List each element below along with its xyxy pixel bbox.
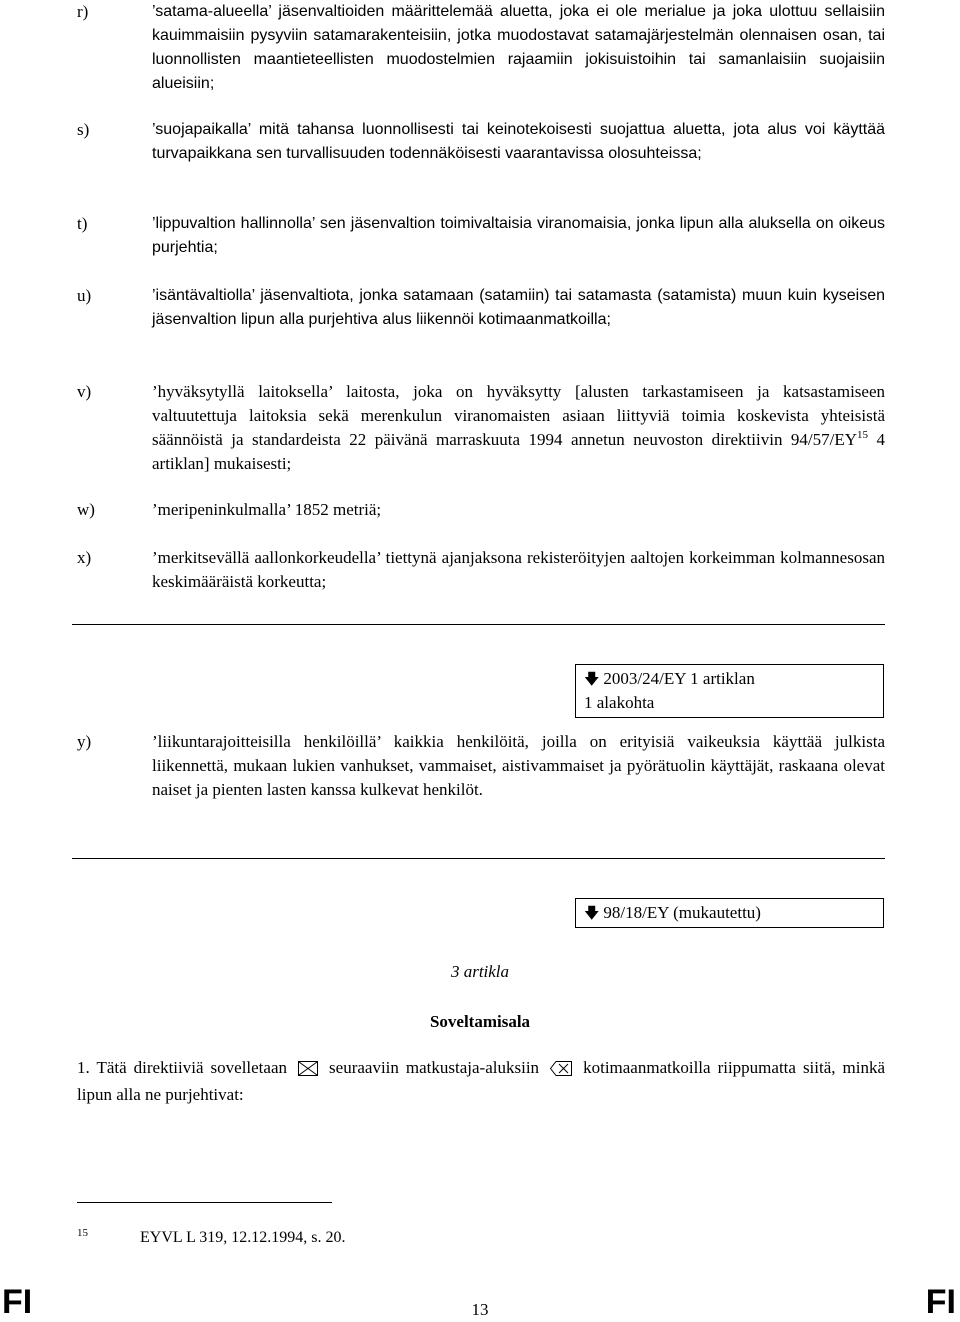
paragraph-text: 1. Tätä direktiiviä sovelletaan xyxy=(77,1058,288,1077)
definition-text: ’meripeninkulmalla’ 1852 metriä; xyxy=(152,500,382,519)
definition-text-part: ’hyväksytyllä laitoksella’ laitosta, joka on hyväksytty [alusten tarkastamiseen ja katsastamiseen valtuutettuja laitoksia sekä merenkulun viranomaisten asiaan liittyviä toimia koskevista yhteisistä säännöistä ja standardeista 22 päivänä marraskuuta 1994 annetun neuvoston direktiivin 94/57/EY xyxy=(152,382,885,449)
definition-s xyxy=(77,118,885,166)
amendment-reference-box xyxy=(575,664,884,718)
paragraph-text: kotimaanmatkoilla riippumatta siitä, minkä lipun alla ne purjehtivat: xyxy=(77,1058,886,1104)
amendment-reference-line: 2003/24/EY 1 artiklan xyxy=(603,669,755,688)
paragraph-text: seuraaviin matkustaja-aluksiin xyxy=(329,1058,540,1077)
definition-y xyxy=(77,730,885,802)
page-number: 13 xyxy=(471,1300,489,1319)
definition-text: ’suojapaikalla’ mitä tahansa luonnollisesti tai keinotekoisesti suojattua aluetta, jota alus voi käyttää turvapaikkana sen turvallisuuden todennäköisesti vaarantavissa olosuhteissa; xyxy=(152,121,885,162)
article-title: Soveltamisala xyxy=(429,1012,531,1031)
insert-end-icon xyxy=(550,1059,572,1083)
definition-label: x) xyxy=(77,548,92,567)
footnote-text: EYVL L 319, 12.12.1994, s. 20. xyxy=(140,1229,346,1246)
definition-t xyxy=(77,212,885,260)
definition-r xyxy=(77,0,885,96)
amendment-reference-line: 1 alakohta xyxy=(584,693,655,712)
footnote-reference[interactable]: 15 xyxy=(857,429,869,441)
definition-label: y) xyxy=(77,732,92,751)
definition-label: s) xyxy=(77,120,90,139)
definition-text-part: 4 artiklan] mukaisesti; xyxy=(152,430,885,473)
article-number: 3 artikla xyxy=(450,962,510,981)
definition-label: v) xyxy=(77,382,92,401)
section-divider xyxy=(72,624,885,625)
definition-label: u) xyxy=(77,286,92,305)
amendment-reference-text: 98/18/EY (mukautettu) xyxy=(603,903,761,922)
footnote xyxy=(77,1226,346,1250)
footnote-number: 15 xyxy=(77,1227,88,1239)
arrow-down-icon: 🡇 xyxy=(584,670,600,688)
definition-w xyxy=(77,498,885,522)
definition-text xyxy=(152,380,885,476)
definition-u xyxy=(77,284,885,332)
definition-text: ’liikuntarajoitteisilla henkilöillä’ kaikkia henkilöitä, joilla on erityisiä vaikeuksia käyttää julkista liikennettä, mukaan lukien vanhukset, vammaiset, aistivammaiset ja pyörätuolin käyttäjät, raskaana olevat naiset ja pienten lasten kanssa kulkevat henkilöt. xyxy=(152,732,885,799)
language-code-left: FI xyxy=(2,1283,33,1321)
definition-text: ’lippuvaltion hallinnolla’ sen jäsenvaltion toimivaltaisia viranomaisia, jonka lipun alla aluksella on oikeus purjehtia; xyxy=(152,215,885,256)
definition-label: w) xyxy=(77,500,95,519)
article-paragraph xyxy=(77,1056,885,1107)
arrow-down-icon: 🡇 xyxy=(584,904,600,922)
definition-v xyxy=(77,380,885,476)
definition-label: t) xyxy=(77,214,88,233)
definition-label: r) xyxy=(77,2,89,21)
definition-x xyxy=(77,546,885,594)
definition-text: ’isäntävaltiolla’ jäsenvaltiota, jonka satamaan (satamiin) tai satamasta (satamista) muun kuin kyseisen jäsenvaltion lipun alla purjehtiva alus liikennöi kotimaanmatkoilla; xyxy=(152,287,885,328)
language-code-right: FI xyxy=(925,1283,956,1321)
section-divider xyxy=(72,858,885,859)
definition-text: ’merkitsevällä aallonkorkeudella’ tiettynä ajanjaksona rekisteröityjen aaltojen korkeimman kolmannesosan keskimääräistä korkeutta; xyxy=(152,548,885,591)
insert-start-icon xyxy=(298,1059,318,1083)
footnote-divider xyxy=(77,1202,332,1203)
amendment-reference-box xyxy=(575,898,884,928)
definition-text: ’satama-alueella’ jäsenvaltioiden määrittelemää aluetta, joka ei ole merialue ja joka ulottuu sellaisiin kauimmaisiin pysyviin satamarakenteisiin, jotka muodostavat satamajärjestelmän olennaisen osan, tai luonnollisten maantieteellisten muodostelmien rajaamiin jokisuistoihin tai samanlaisiin suojaisiin alueisiin; xyxy=(152,3,885,92)
